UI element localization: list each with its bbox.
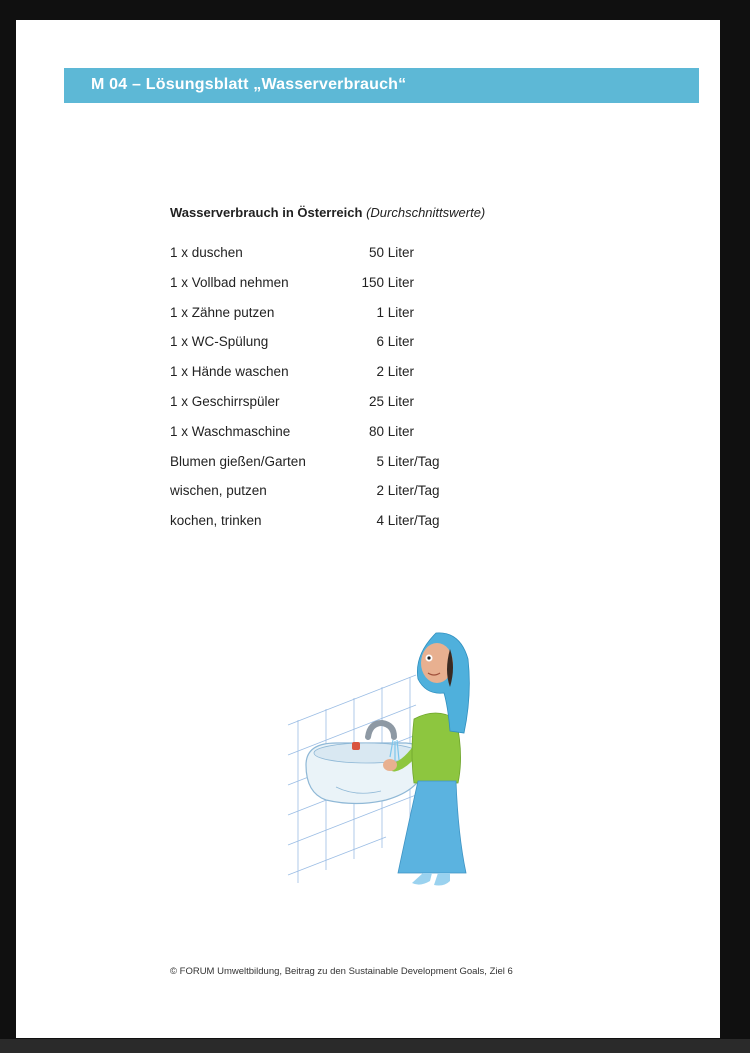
row-unit: Liter/Tag	[387, 513, 440, 529]
header-band	[64, 68, 699, 103]
footer-credit: © FORUM Umweltbildung, Beitrag zu den Sustainable Development Goals, Ziel 6	[170, 966, 513, 977]
section-title-italic: (Durchschnittswerte)	[366, 205, 486, 220]
row-amount	[350, 394, 414, 409]
row-value: 150	[361, 274, 384, 290]
row-item: 1 x duschen	[170, 245, 243, 260]
row-unit: Liter	[387, 393, 415, 409]
viewer-bottom-bar	[0, 1039, 750, 1053]
row-value: 1	[376, 304, 384, 320]
row-value: 80	[368, 423, 384, 439]
row-unit: Liter	[387, 304, 415, 320]
row-amount	[350, 305, 414, 320]
row-item: 1 x Vollbad nehmen	[170, 274, 289, 290]
row-item: 1 x Waschmaschine	[170, 423, 291, 439]
table-row	[170, 454, 490, 484]
section-title	[170, 205, 485, 220]
row-value: 2	[376, 483, 384, 499]
row-amount	[350, 424, 414, 439]
row-amount	[350, 245, 414, 260]
table-row	[170, 334, 490, 364]
table-row	[170, 513, 490, 543]
table-row	[170, 483, 490, 513]
table-row	[170, 424, 490, 454]
row-item: wischen, putzen	[170, 483, 267, 499]
row-unit: Liter	[387, 274, 415, 290]
row-unit: Liter	[387, 245, 415, 260]
table-row	[170, 364, 490, 394]
table-row	[170, 305, 490, 335]
row-item: kochen, trinken	[170, 513, 262, 529]
row-value: 50	[368, 245, 384, 260]
row-item: 1 x WC-Spülung	[170, 334, 269, 350]
page-title: M 04 – Lösungsblatt „Wasserverbrauch“	[91, 76, 407, 93]
row-amount	[350, 483, 440, 498]
row-item: 1 x Zähne putzen	[170, 304, 275, 320]
row-item: Blumen gießen/Garten	[170, 453, 306, 469]
row-unit: Liter/Tag	[387, 483, 440, 499]
row-value: 5	[376, 453, 384, 469]
row-value: 4	[376, 513, 384, 529]
row-amount	[350, 334, 414, 349]
section-title-bold: Wasserverbrauch in Österreich	[170, 205, 363, 220]
handwashing-illustration	[286, 615, 486, 895]
row-amount	[350, 454, 440, 469]
table-row	[170, 275, 490, 305]
table-row	[170, 245, 490, 275]
row-unit: Liter	[387, 423, 415, 439]
row-unit: Liter	[387, 334, 415, 350]
row-item: 1 x Hände waschen	[170, 364, 289, 380]
row-amount	[350, 275, 414, 290]
row-amount	[350, 513, 440, 528]
row-unit: Liter/Tag	[387, 453, 440, 469]
row-value: 25	[368, 393, 384, 409]
row-unit: Liter	[387, 364, 415, 380]
row-value: 6	[376, 334, 384, 350]
row-amount	[350, 364, 414, 379]
document-page	[16, 20, 720, 1038]
row-value: 2	[376, 364, 384, 380]
row-item: 1 x Geschirrspüler	[170, 393, 280, 409]
water-usage-table	[170, 245, 490, 543]
table-row	[170, 394, 490, 424]
